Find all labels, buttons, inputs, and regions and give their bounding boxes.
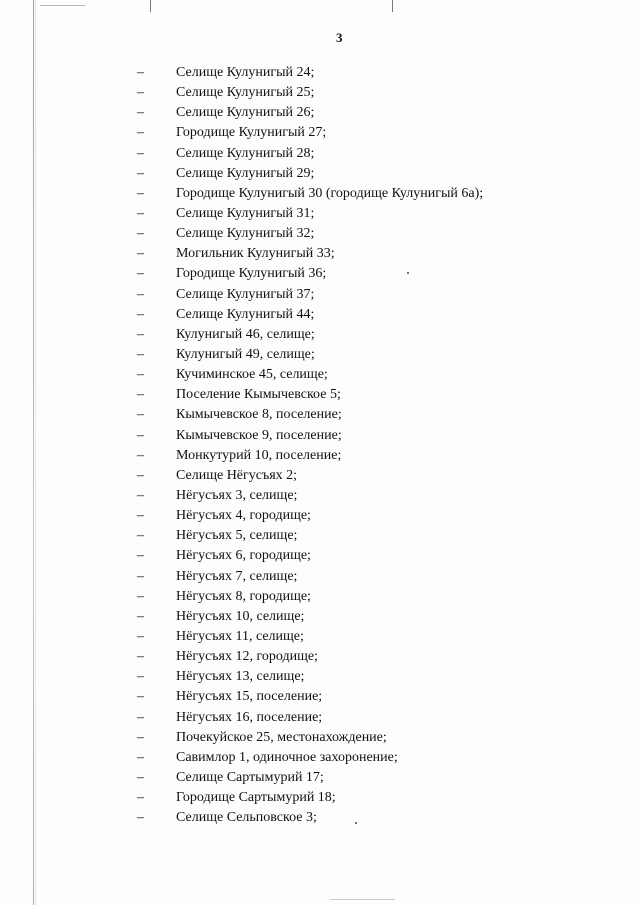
list-dash: – (137, 407, 144, 423)
list-item-text: Селище Кулунигый 25; (176, 85, 315, 101)
list-item-text: Селище Сельповское 3; (176, 810, 317, 826)
scan-speck (407, 272, 409, 274)
list-dash: – (137, 185, 144, 201)
list-dash: – (137, 729, 144, 745)
list-dash: – (137, 145, 144, 161)
list-dash: – (137, 387, 144, 403)
scan-speck (355, 822, 357, 824)
list-dash: – (137, 508, 144, 524)
list-dash: – (137, 125, 144, 141)
list-dash: – (137, 246, 144, 262)
list-dash: – (137, 326, 144, 342)
list-item-text: Селище Кулунигый 24; (176, 65, 315, 80)
list-dash: – (137, 286, 144, 302)
list-dash: – (137, 165, 144, 181)
list-dash: – (137, 649, 144, 665)
list-dash: – (137, 769, 144, 785)
list-item-text: Могильник Кулунигый 33; (176, 246, 335, 262)
list-dash: – (137, 346, 144, 362)
list-item-text: Кулунигый 49, селище; (176, 346, 315, 362)
list-item-text: Нёгусъях 6, городище; (176, 548, 311, 564)
list-item-text: Нёгусъях 4, городище; (176, 508, 311, 524)
list-dash: – (137, 528, 144, 544)
list-item-text: Поселение Кымычевское 5; (176, 387, 341, 403)
scan-artifact (40, 5, 85, 6)
list-dash: – (137, 427, 144, 443)
list-item-text: Нёгусъях 16, поселение; (176, 709, 323, 725)
list-item-text: Кулунигый 46, селище; (176, 326, 315, 342)
list-item-text: Селище Кулунигый 44; (176, 306, 315, 322)
list-item-text: Городище Сартымурий 18; (176, 790, 336, 806)
list-dash: – (137, 790, 144, 806)
list-item-text: Селище Кулунигый 29; (176, 165, 315, 181)
list-dash: – (137, 487, 144, 503)
list-item-text: Нёгусъях 7, селище; (176, 568, 298, 584)
list-dash: – (137, 628, 144, 644)
list-item-text: Селище Кулунигый 26; (176, 105, 315, 121)
list-dash: – (137, 367, 144, 383)
list-dash: – (137, 447, 144, 463)
list-item-text: Селище Кулунигый 31; (176, 205, 315, 221)
list-dash: – (137, 226, 144, 242)
list-item-text: Городище Кулунигый 36; (176, 266, 327, 282)
scan-edge-shadow (35, 0, 36, 905)
list-dash: – (137, 306, 144, 322)
list-dash: – (137, 588, 144, 604)
list-dash: – (137, 568, 144, 584)
list-dash: – (137, 105, 144, 121)
list-dash: – (137, 709, 144, 725)
list-dash: – (137, 65, 144, 80)
list-item-text: Почекуйское 25, местонахождение; (176, 729, 387, 745)
list-dash: – (137, 205, 144, 221)
scan-artifact (330, 899, 395, 900)
list-item-text: Нёгусъях 10, селище; (176, 608, 305, 624)
list-item-text: Нёгусъях 12, городище; (176, 649, 318, 665)
list-dash: – (137, 689, 144, 705)
list-item-text: Нёгусъях 5, селище; (176, 528, 298, 544)
list-dash: – (137, 749, 144, 765)
list-item-text: Селище Кулунигый 37; (176, 286, 315, 302)
scan-artifact (392, 0, 393, 12)
scan-artifact (150, 0, 151, 12)
list-item-text: Селище Нёгусъях 2; (176, 467, 298, 483)
scan-edge-line (33, 0, 34, 905)
list-item-text: Монкутурий 10, поселение; (176, 447, 342, 463)
list-dash: – (137, 608, 144, 624)
list-item-text: Кучиминское 45, селище; (176, 367, 328, 383)
list-item-text: Нёгусъях 13, селище; (176, 669, 305, 685)
list-item-text: Нёгусъях 3, селище; (176, 487, 298, 503)
list-dash: – (137, 810, 144, 826)
list-item-text: Селище Кулунигый 28; (176, 145, 315, 161)
list-item-text: Нёгусъях 11, селище; (176, 628, 304, 644)
list-dash: – (137, 467, 144, 483)
list-item-text: Селище Кулунигый 32; (176, 226, 315, 242)
list-dash: – (137, 266, 144, 282)
list-dash: – (137, 85, 144, 101)
list-item-text: Селище Сартымурий 17; (176, 769, 324, 785)
list-item-text: Городище Кулунигый 27; (176, 125, 327, 141)
list-item-text: Городище Кулунигый 30 (городище Кулунигый 6а); (176, 185, 484, 201)
list-item-text: Савимлор 1, одиночное захоронение; (176, 749, 398, 765)
list-item-text: Нёгусъях 8, городище; (176, 588, 311, 604)
list-dash: – (137, 669, 144, 685)
list-item-text: Кымычевское 9, поселение; (176, 427, 342, 443)
list-item-text: Кымычевское 8, поселение; (176, 407, 342, 423)
list-dash: – (137, 548, 144, 564)
page-number: 3 (336, 30, 343, 45)
list-item-text: Нёгусъях 15, поселение; (176, 689, 323, 705)
